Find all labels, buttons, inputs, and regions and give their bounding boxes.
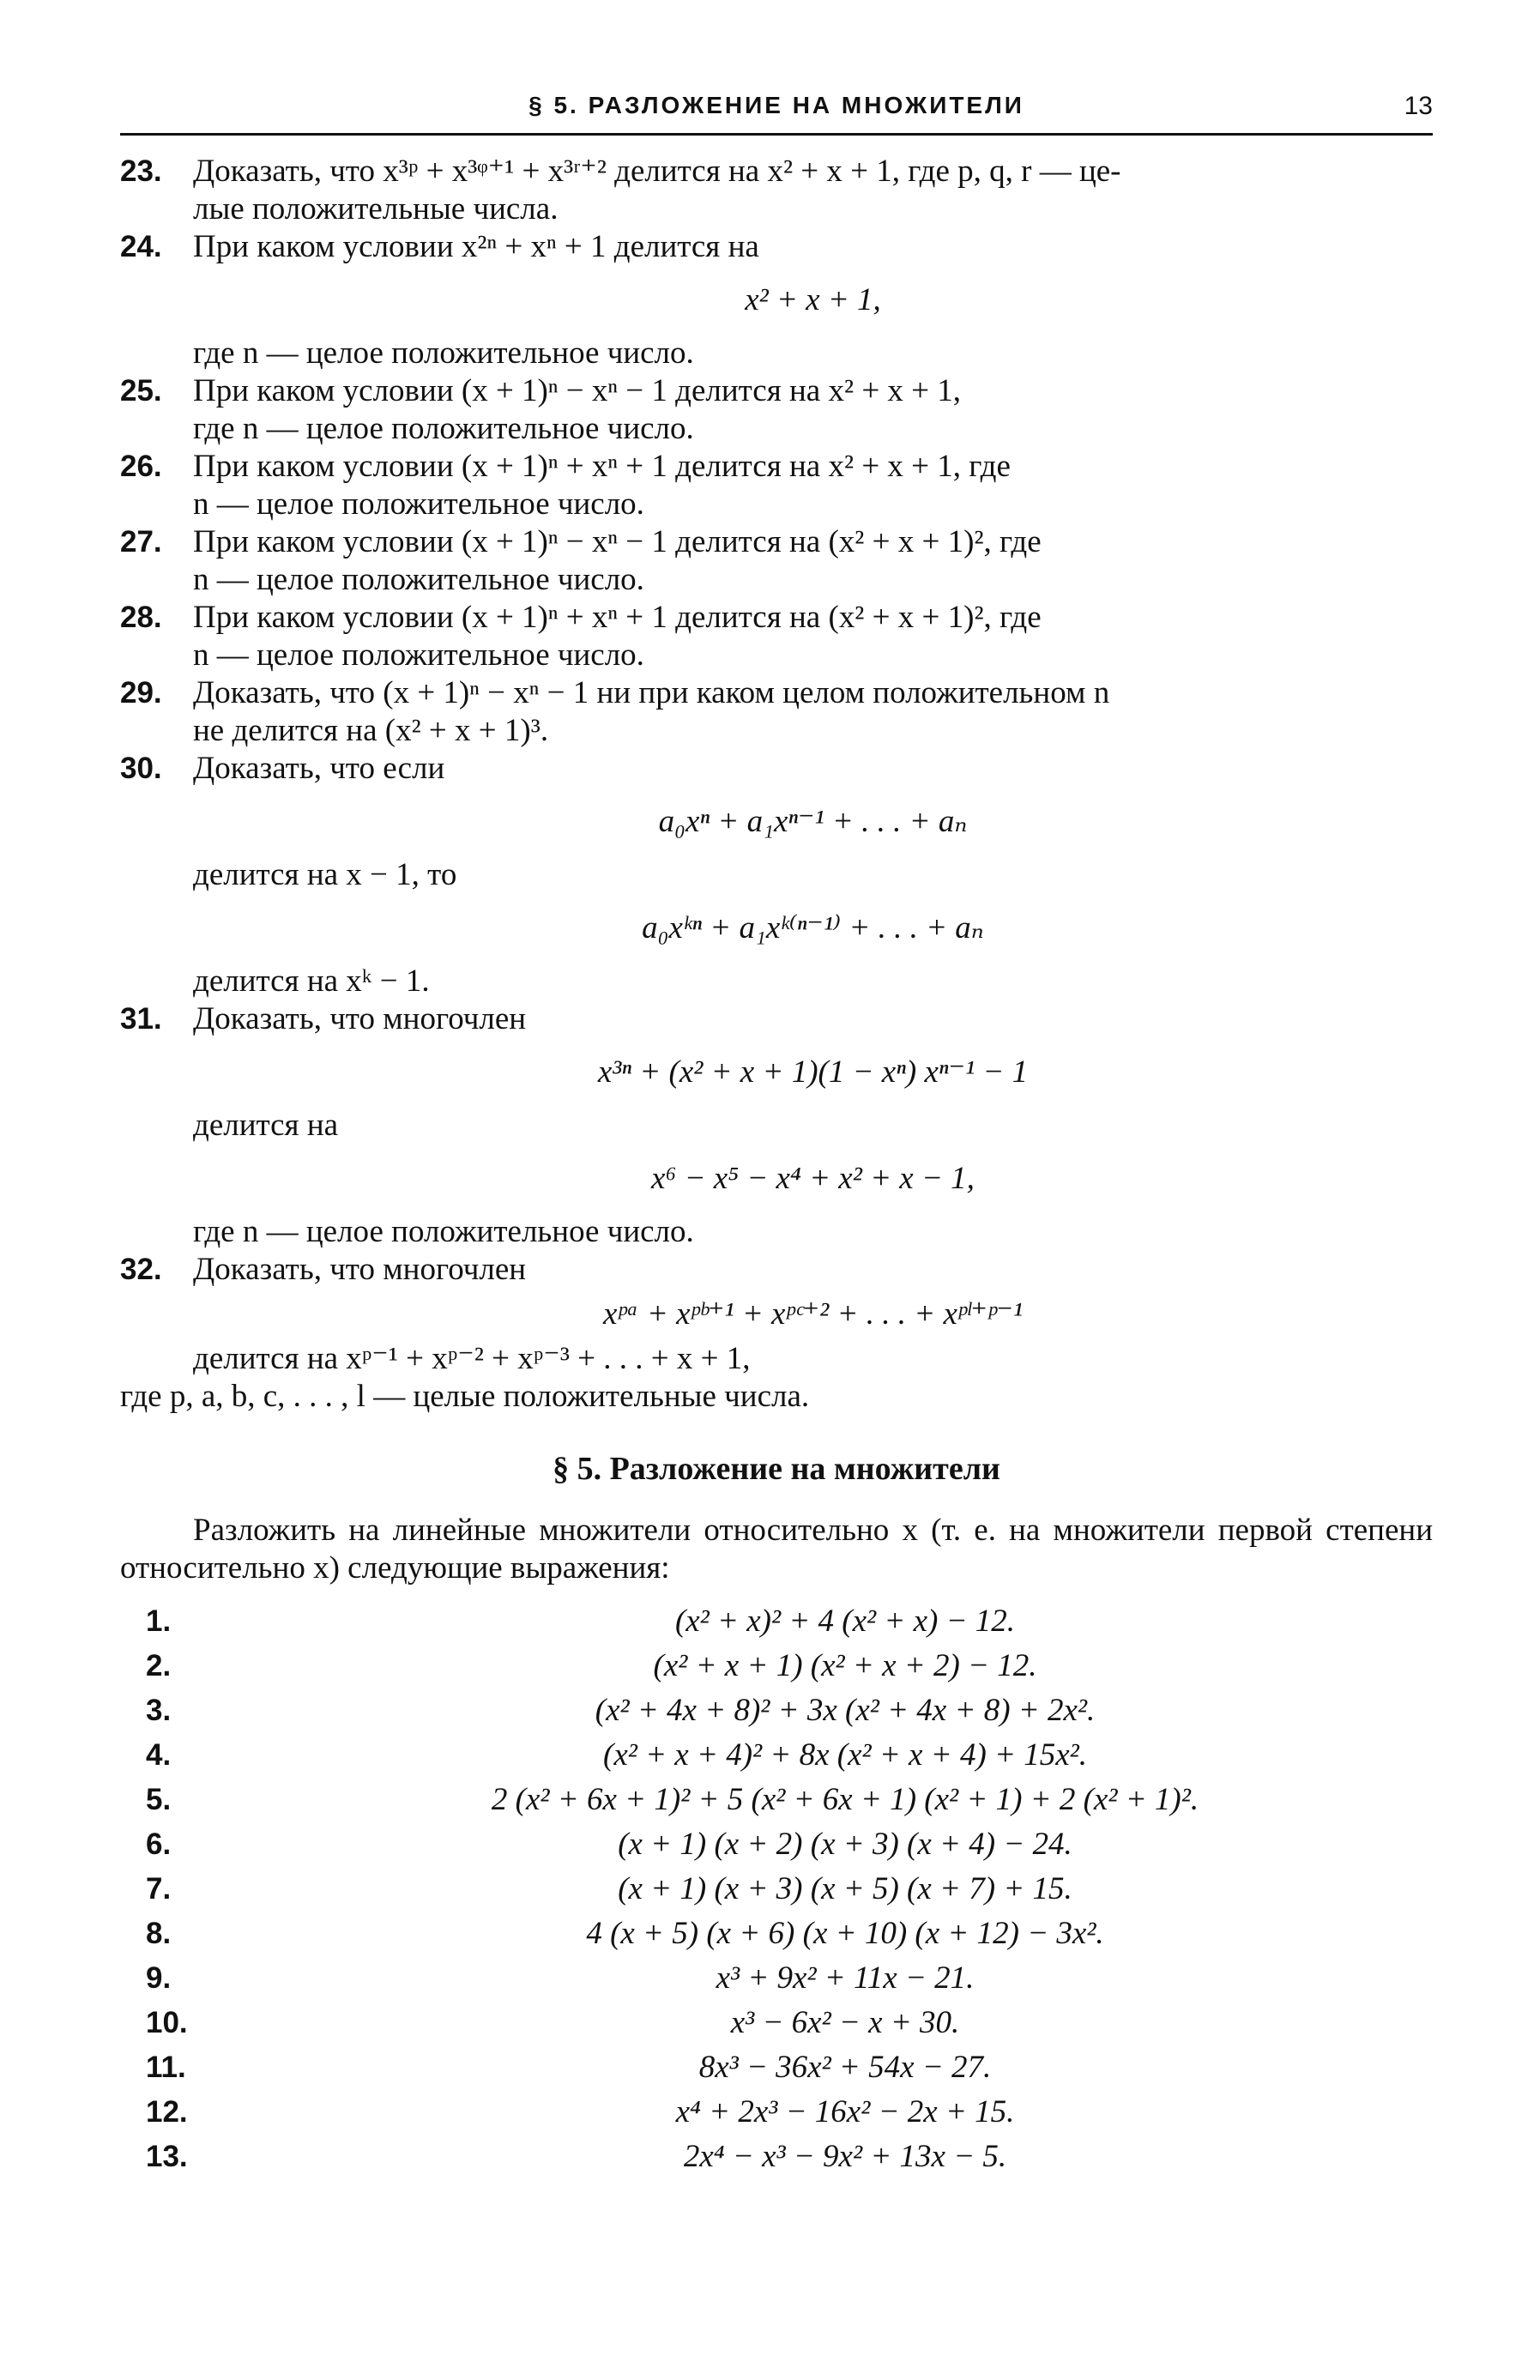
problem-text: При каком условии x²ⁿ + xⁿ + 1 делится на (193, 229, 759, 264)
running-header (120, 82, 1433, 136)
exercise-number: 2. (146, 1649, 172, 1682)
exercise-number: 11. (146, 2051, 186, 2084)
exercise-expression: x³ − 6x² − x + 30. (730, 2005, 960, 2040)
exercise-item (120, 2090, 1433, 2135)
problem-text: где n — целое положительное число. (193, 335, 694, 371)
exercise-item (120, 1912, 1433, 1956)
problem-31 (120, 1000, 1433, 1251)
problem-text: где n — целое положительное число. (193, 411, 694, 446)
problem-number: 23. (120, 154, 162, 188)
exercise-item (120, 1867, 1433, 1912)
problem-25 (120, 372, 1433, 448)
exercise-expression: 8x³ − 36x² + 54x − 27. (698, 2050, 992, 2085)
problem-23 (120, 153, 1433, 228)
exercise-number: 8. (146, 1917, 172, 1950)
exercise-expression: (x + 1) (x + 3) (x + 5) (x + 7) + 15. (618, 1871, 1072, 1906)
exercise-item (120, 2001, 1433, 2045)
problem-text: где n — целое положительное число. (193, 1214, 694, 1249)
display-formula: x³ⁿ + (x² + x + 1)(1 − xⁿ) xⁿ⁻¹ − 1 (597, 1054, 1029, 1090)
display-formula: x⁶ − x⁵ − x⁴ + x² + x − 1, (651, 1161, 975, 1196)
exercise-expression: x⁴ + 2x³ − 16x² − 2x + 15. (675, 2094, 1015, 2129)
exercise-item (120, 1644, 1433, 1688)
problem-text: делится на xᵏ − 1. (193, 963, 430, 999)
problem-number: 24. (120, 230, 162, 263)
problem-number: 29. (120, 676, 162, 710)
problem-text: При каком условии (x + 1)ⁿ − xⁿ − 1 делится на x² + x + 1, (193, 373, 962, 408)
exercise-number: 12. (146, 2095, 188, 2129)
display-formula: a₀xⁿ + a₁xⁿ⁻¹ + . . . + aₙ (658, 804, 968, 839)
problem-text: n — целое положительное число. (193, 562, 644, 597)
exercise-number: 9. (146, 1961, 172, 1995)
exercise-number: 5. (146, 1783, 172, 1816)
problem-24 (120, 228, 1433, 372)
exercise-item (120, 2045, 1433, 2090)
display-formula: xᵖᵃ + xᵖᵇ⁺¹ + xᵖᶜ⁺² + . . . + xᵖˡ⁺ᵖ⁻¹ (603, 1296, 1023, 1332)
exercise-item (120, 1733, 1433, 1778)
header-title: § 5. РАЗЛОЖЕНИЕ НА МНОЖИТЕЛИ (528, 92, 1024, 118)
problem-text: Доказать, что многочлен (193, 1252, 527, 1287)
exercise-expression: (x² + x)² + 4 (x² + x) − 12. (674, 1604, 1016, 1639)
problem-number: 32. (120, 1253, 162, 1286)
problem-text: делится на (193, 1108, 339, 1143)
problem-text: n — целое положительное число. (193, 486, 644, 522)
problem-text: n — целое положительное число. (193, 637, 644, 673)
problem-text: не делится на (x² + x + 1)³. (193, 713, 549, 748)
exercise-expression: (x² + x + 4)² + 8x (x² + x + 4) + 15x². (603, 1737, 1087, 1773)
problem-29 (120, 674, 1433, 750)
exercise-expression: x³ + 9x² + 11x − 21. (716, 1960, 975, 1996)
page (120, 82, 1433, 2179)
problem-text: Доказать, что многочлен (193, 1001, 527, 1036)
exercise-item (120, 1599, 1433, 1644)
display-formula: x² + x + 1, (745, 282, 881, 317)
exercise-number: 7. (146, 1872, 172, 1906)
exercise-expression: (x² + x + 1) (x² + x + 2) − 12. (653, 1648, 1037, 1683)
problem-text: делится на xᵖ⁻¹ + xᵖ⁻² + xᵖ⁻³ + . . . + x + 1, (193, 1341, 751, 1376)
section-intro: Разложить на линейные множители относительно x (т. е. на множители первой степени относительно x) следующие выражения: (120, 1513, 1433, 1586)
section-title: § 5. Разложение на множители (553, 1451, 1000, 1487)
problem-number: 27. (120, 525, 162, 559)
problem-number: 25. (120, 374, 162, 408)
problem-number: 31. (120, 1002, 162, 1036)
display-formula: a₀xᵏⁿ + a₁xᵏ⁽ⁿ⁻¹⁾ + . . . + aₙ (642, 910, 984, 945)
problem-text: где p, a, b, c, . . . , l — целые положительные числа. (120, 1379, 810, 1414)
problem-32 (120, 1251, 1433, 1416)
exercise-item (120, 1688, 1433, 1733)
exercise-number: 4. (146, 1738, 172, 1772)
exercise-number: 6. (146, 1827, 172, 1861)
problem-28 (120, 599, 1433, 674)
exercise-number: 1. (146, 1604, 172, 1638)
exercise-expression: 2 (x² + 6x + 1)² + 5 (x² + 6x + 1) (x² + 1) + 2 (x² + 1)². (491, 1782, 1199, 1817)
problem-text: Доказать, что (x + 1)ⁿ − xⁿ − 1 ни при каком целом положительном n (193, 675, 1110, 710)
problem-27 (120, 523, 1433, 599)
problem-number: 28. (120, 601, 162, 634)
problem-text: Доказать, что x³ᵖ + x³ᵠ⁺¹ + x³ʳ⁺² делится на x² + x + 1, где p, q, r — це- (193, 154, 1121, 189)
exercise-item (120, 2135, 1433, 2179)
exercise-expression: (x + 1) (x + 2) (x + 3) (x + 4) − 24. (618, 1827, 1072, 1862)
exercise-number: 3. (146, 1694, 172, 1727)
exercise-expression: (x² + 4x + 8)² + 3x (x² + 4x + 8) + 2x². (595, 1693, 1096, 1728)
problem-text: При каком условии (x + 1)ⁿ + xⁿ + 1 делится на x² + x + 1, где (193, 449, 1011, 484)
exercise-number: 10. (146, 2006, 188, 2039)
exercise-list (120, 1599, 1433, 2179)
exercise-item (120, 1778, 1433, 1822)
problem-text: лые положительные числа. (193, 191, 559, 227)
exercise-item (120, 1956, 1433, 2001)
problem-number: 26. (120, 450, 162, 483)
exercise-expression: 2x⁴ − x³ − 9x² + 13x − 5. (683, 2139, 1007, 2174)
problem-text: Доказать, что если (193, 751, 445, 786)
exercise-expression: 4 (x + 5) (x + 6) (x + 10) (x + 12) − 3x². (586, 1916, 1104, 1951)
problem-26 (120, 448, 1433, 523)
problem-30 (120, 750, 1433, 1000)
problem-list (120, 153, 1433, 1416)
problem-text: При каком условии (x + 1)ⁿ − xⁿ − 1 делится на (x² + x + 1)², где (193, 524, 1042, 559)
exercise-number: 13. (146, 2140, 188, 2173)
problem-text: делится на x − 1, то (193, 857, 457, 892)
problem-number: 30. (120, 752, 162, 785)
page-number: 13 (1404, 92, 1433, 120)
exercise-item (120, 1822, 1433, 1867)
problem-text: При каком условии (x + 1)ⁿ + xⁿ + 1 делится на (x² + x + 1)², где (193, 600, 1042, 635)
